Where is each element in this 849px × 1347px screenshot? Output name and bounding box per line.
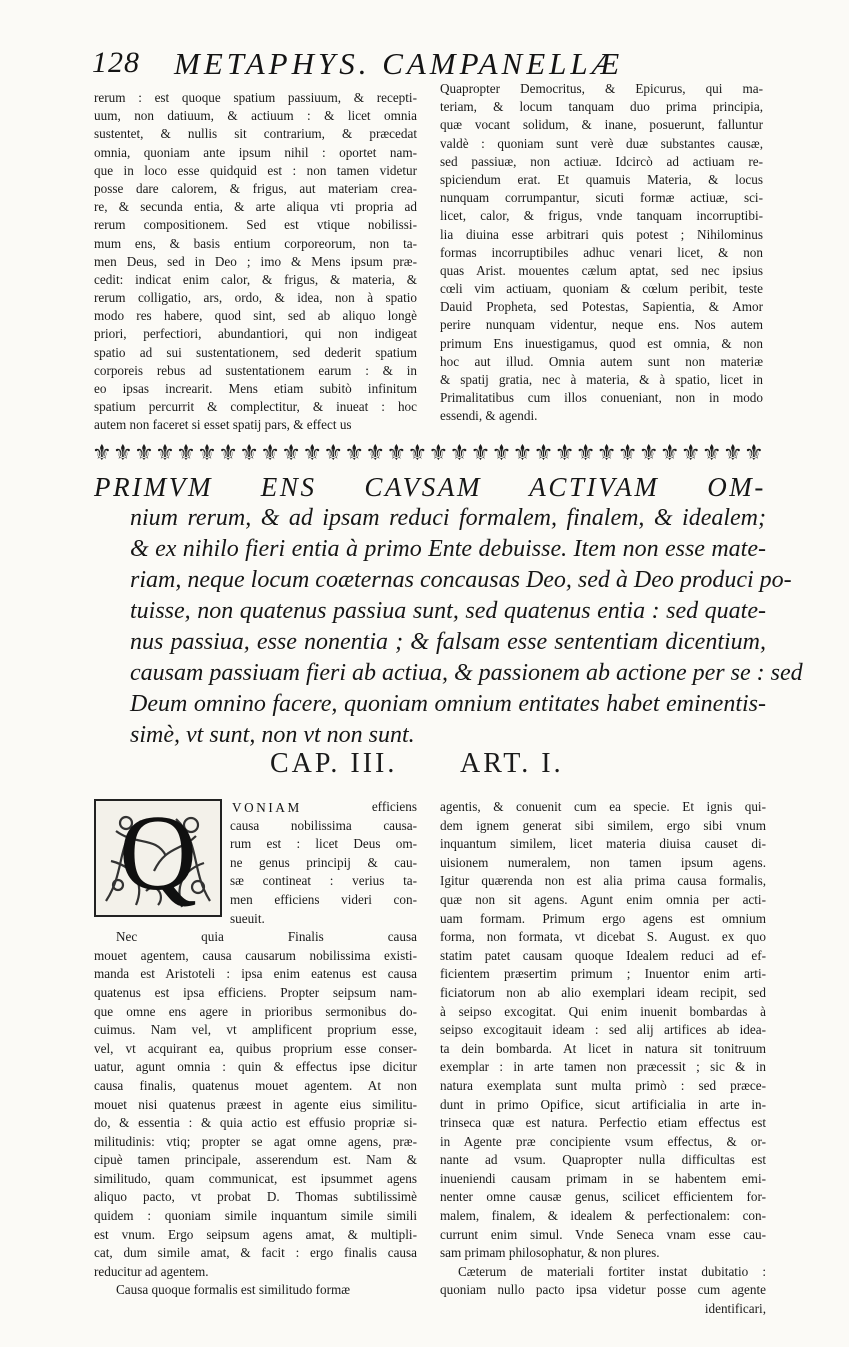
fleuron-icon: ⚜ <box>596 440 617 466</box>
summary-line: tuisse, non quatenus passiua sunt, sed quatenus entia : sed quate- <box>130 598 766 624</box>
fleuron-icon: ⚜ <box>470 440 491 466</box>
text-line: quatenus est ipsa efficiens. Propter seipsum nam- <box>94 984 417 1000</box>
fleuron-icon: ⚜ <box>260 440 280 466</box>
text-line: cipuè tamen principale, asserendum est. Nam & <box>94 1152 417 1168</box>
text-line: aliquo pacto, vt probat D. Thomas subtilissimè <box>94 1189 417 1205</box>
text-line: rerum : est quoque spatium passiuum, & recepti- <box>94 90 417 105</box>
text-line: quidem : quoniam simile inquantum simile simili <box>94 1208 417 1224</box>
text-line: cœli vim actiuam, quoniam & cœlum peribit, teste <box>440 281 763 297</box>
fleuron-icon: ⚜ <box>344 440 365 466</box>
text-line: ne genus principij & cau- <box>230 854 417 870</box>
text-line: Igitur quærenda non est alia prima causa formalis, <box>440 873 766 889</box>
fleuron-icon: ⚜ <box>176 440 196 466</box>
text-line: cedit: indicat enim calor, & frigus, & materia, & <box>94 271 417 287</box>
text-line: autem non faceret si esset spatij pars, & effect us <box>94 417 352 433</box>
summary-line: PRIMVM ENS CAVSAM ACTIVAM OM- <box>94 472 766 502</box>
fleuron-icon: ⚜ <box>197 440 217 466</box>
text-line: forma, non formata, vt dicebat S. August. ex quo <box>440 929 766 945</box>
text-line: ficientem præsertim primum ; Inuentor enim arti- <box>440 966 766 982</box>
fleuron-icon: ⚜ <box>701 440 722 466</box>
text-line: reducitur ad agentem. <box>94 1263 209 1279</box>
text-line: spatium percurrit & complectitur, & inueat : hoc <box>94 399 417 415</box>
text-line: trinseca quæ est natura. Perfectio etiam effectus est <box>440 1115 766 1131</box>
fleuron-icon: ⚜ <box>722 440 743 466</box>
text-line: quoniam nullo pacto ipsa videtur posse cum agente <box>440 1282 766 1298</box>
top-right-column <box>440 80 763 426</box>
text-line: Causa quoque formalis est similitudo formæ <box>116 1282 351 1298</box>
text-line: inquantum similem, licet materia diuisa causet di- <box>440 836 766 852</box>
summary-line: & ex nihilo fieri entia à primo Ente debuisse. Item non esse mate- <box>130 536 766 562</box>
fleuron-icon: ⚜ <box>659 440 680 466</box>
text-line: est vnum. Ergo seipsum agens amat, & multipli- <box>94 1226 417 1242</box>
initial-word-caps: VONIAM <box>232 800 302 815</box>
text-line: uum, non datiuum, & actiuum : & licet omnia <box>94 108 417 124</box>
text-line: perire nunquam videntur, neque ens. Nos autem <box>440 317 763 333</box>
text-line: seipso excogitauit ideam : sed alij artifices ab idea- <box>440 1022 766 1038</box>
text-line: sæ contineat : verius ta- <box>230 873 417 889</box>
running-head: METAPHYS. CAMPANELLÆ <box>174 46 624 81</box>
fleuron-icon: ⚜ <box>386 440 407 466</box>
text-line: causa finalis, quatenus mouet agentem. At non <box>94 1077 417 1093</box>
text-line: dem ignem generat sibi similem, ergo sibi vnum <box>440 817 766 833</box>
text-line: rum est : licet Deus om- <box>230 836 417 852</box>
text-line: quæ vocant solidum, & inane, posuerunt, falluntur <box>440 117 763 133</box>
text-line: nante ad vsum. Quapropter nulla difficultas est <box>440 1152 766 1168</box>
text-line: sustentet, & nullis sit contrarium, & præcedat <box>94 126 417 142</box>
page-number: 128 <box>92 46 140 79</box>
text-line: do, & essentia : & quia actio est effusio propriæ si- <box>94 1115 417 1131</box>
summary-line: simè, vt sunt, non vt non sunt. <box>130 722 415 748</box>
text-line: spatio ad sui sustentationem, sed dederit spatium <box>94 344 417 360</box>
summary-line: Deum omnino facere, quoniam omnium entitates habet eminentis- <box>130 691 766 717</box>
text-line: in Agente præ concipiente vsum effectus, & or- <box>440 1133 766 1149</box>
text-line: ficiatorum non ab alio exemplari ideam recipit, sed <box>440 984 766 1000</box>
text-line: que in loco esse quidquid est : non tamen videtur <box>94 162 417 178</box>
text-line: currunt enim simul. Vnde Seneca vnam esse cau- <box>440 1226 766 1242</box>
text-line: que omne ens agere in prioribus sermonibus do- <box>94 1003 417 1019</box>
fleuron-icon: ⚜ <box>407 440 428 466</box>
text-line: similitudo, quam communicat, est ipsummet agens <box>94 1170 417 1186</box>
top-left-column <box>94 89 417 435</box>
fleuron-icon: ⚜ <box>617 440 638 466</box>
text-line: uisionem numeralem, non tamen ipsum agens. <box>440 854 766 870</box>
fleuron-icon: ⚜ <box>491 440 512 466</box>
text-line: causa nobilissima causa- <box>230 817 417 833</box>
text-line: manda est Aristoteli : ipsa enim eatenus est causa <box>94 966 417 982</box>
fleuron-icon: ⚜ <box>449 440 470 466</box>
fleuron-icon: ⚜ <box>743 440 764 466</box>
text-line: nenter omne causæ genus, scilicet efficientem for- <box>440 1189 766 1205</box>
initial-letter: Q <box>119 799 197 913</box>
fleuron-icon: ⚜ <box>218 440 238 466</box>
text-line: cat, dum simile amat, & facit : ergo finalis causa <box>94 1245 417 1261</box>
fleuron-icon: ⚜ <box>533 440 554 466</box>
summary-line: riam, neque locum coæternas concausas Deo, sed à Deo produci po- <box>130 567 792 593</box>
text-line: & spatij gratia, nec à materia, & à spatio, licet in <box>440 372 763 387</box>
text-line: identificari, <box>704 1301 766 1317</box>
fleuron-icon: ⚜ <box>512 440 533 466</box>
text-line: teriam, & locum tanquam duo prima principia, <box>440 99 763 115</box>
text-line: sed passiuæ, non actiuæ. Idcircò ad actiuam re- <box>440 153 763 169</box>
bottom-right-column <box>440 798 766 1319</box>
fleuron-icon: ⚜ <box>428 440 449 466</box>
text-line: formas incorruptibiles adhuc venari licet, & non <box>440 244 763 260</box>
text-line: ta dein bombarda. At licet in natura sit tonitruum <box>440 1040 766 1056</box>
summary-line: nium rerum, & ad ipsam reduci formalem, finalem, & idealem; <box>130 505 766 531</box>
text-line: sueuit. <box>230 910 265 926</box>
text-line: posse dare calorem, & frigus, aut materiam crea- <box>94 180 417 196</box>
text-line: modo res habere, quod sint, sed ab aliquo longè <box>94 308 417 324</box>
fleuron-icon: ⚜ <box>680 440 701 466</box>
fleuron-icon: ⚜ <box>155 440 175 466</box>
fleuron-icon: ⚜ <box>281 440 302 466</box>
fleuron-icon: ⚜ <box>365 440 386 466</box>
summary-line: causam passiuam fieri ab actiua, & passionem ab actione per se : sed <box>130 660 803 686</box>
text-line: mouet agentem, causa causarum nobilissima existi- <box>94 947 417 963</box>
text-line: natura exemplata sunt multa primò : sed præce- <box>440 1077 766 1093</box>
text-line: quas Arist. mouentes cælum aptat, sed nec ipsius <box>440 262 763 278</box>
text-line: inueniendi causam primam in se habentem emi- <box>440 1170 766 1186</box>
text-line: omnia, quoniam ante ipsum nihil : oportet nam- <box>94 144 417 160</box>
text-line: uatur, agunt omnia : quin & effectus ipse dicitur <box>94 1059 417 1075</box>
text-line: rerum colligatio, ars, ordo, & idea, non à spatio <box>94 290 417 306</box>
text-line: sam primam philosophatur, & non plures. <box>440 1245 660 1261</box>
text-line: quæ non sit agens. Agunt enim omnia per acti- <box>440 891 766 907</box>
text-line: mum ens, & basis entium corporeorum, non ta- <box>94 235 417 251</box>
text-line: priori, perfectiori, abundantiori, qui non indigeat <box>94 326 417 342</box>
text-line: dunt in primo Opifice, sicut artificialia in arte in- <box>440 1096 766 1112</box>
text-line: lia diuina esse arbitrari quis potest ; Nihilominus <box>440 226 763 242</box>
text-line: à seipso excogitat. Qui enim inuenit bombardas à <box>440 1003 766 1019</box>
text-line: vel, vt acquirant ea, quibus proprium esse conser- <box>94 1040 417 1056</box>
chapter-number: CAP. III. <box>270 748 398 779</box>
fleuron-icon: ⚜ <box>575 440 596 466</box>
text-line: hoc aut illud. Omnia autem sunt non materiæ <box>440 353 763 369</box>
article-number: ART. I. <box>460 748 564 779</box>
text-line: nunquam corrumpantur, sicuti formæ actiuæ, sci- <box>440 190 763 206</box>
chapter-heading <box>270 748 630 784</box>
text-line: men efficiens videri con- <box>230 891 417 907</box>
text-line: cuimus. Nam vel, vt amplificent proprium esse, <box>94 1022 417 1038</box>
fleuron-icon: ⚜ <box>239 440 259 466</box>
fleuron-icon: ⚜ <box>134 440 154 466</box>
text-line: Nec quia Finalis causa <box>116 929 417 945</box>
text-line: primum Ens inuestigamus, quod est omnia, & non <box>440 335 763 351</box>
text-line: statim patet causam quoque Idealem reduci ad ef- <box>440 947 766 963</box>
summary-line: nus passiua, esse nonentia ; & falsam esse sententiam dicentium, <box>130 629 766 655</box>
fleuron-icon: ⚜ <box>554 440 575 466</box>
text-line: valdè : quoniam sunt verè duæ substantes causæ, <box>440 135 763 151</box>
text-line: agentis, & conuenit cum ea specie. Et ignis qui- <box>440 799 766 814</box>
text-line: rerum compositionem. Sed est vtique nobilissi- <box>94 217 417 233</box>
fleuron-icon: ⚜ <box>113 440 133 466</box>
text-line: essendi, & agendi. <box>440 408 538 424</box>
text-line: men Deus, sed in Deo ; imo & Mens ipsum præ- <box>94 253 417 269</box>
text-line: uam formam. Primum ergo agens est omnium <box>440 910 766 926</box>
fleuron-icon: ⚜ <box>92 440 112 466</box>
text-line: Quapropter Democritus, & Epicurus, qui ma- <box>440 81 763 96</box>
text-line: corporeis rebus ad sustentationem earum : & in <box>94 362 417 378</box>
text-line: spiciendum erat. Et quamuis Materia, & locus <box>440 171 763 187</box>
fleuron-icon: ⚜ <box>323 440 344 466</box>
text-line: Cæterum de materiali fortiter instat dubitatio : <box>458 1263 766 1279</box>
text-line: Dauid Propheta, sed Potestas, Sapientia, & Amor <box>440 299 763 315</box>
bottom-left-column <box>94 798 417 1300</box>
text-line: exemplar : in arte tamen non præcessit ; sic & in <box>440 1059 766 1075</box>
fleuron-icon: ⚜ <box>302 440 323 466</box>
text-line: re, & secunda entia, & arte aliqua vti propria ad <box>94 199 417 215</box>
text-line: eo ipsas increarit. Mens etiam subitò infinitum <box>94 381 417 396</box>
text-line: Primalitatibus cum illos conueniant, non in modo <box>440 390 763 406</box>
chapter-summary <box>94 472 803 751</box>
text-line: licet, calor, & frigus, vnde tanquam incorruptibi- <box>440 208 763 224</box>
text-line: malem, finalem, & idealem & perfectionalem: con- <box>440 1208 766 1224</box>
fleuron-icon: ⚜ <box>638 440 659 466</box>
text-line: militudinis: vtiq; propter se agat omne agens, præ- <box>94 1133 417 1149</box>
text-line: efficiens <box>371 799 417 814</box>
text-line: mouet nisi quatenus præest in agente eius similitu- <box>94 1096 417 1112</box>
fleuron-ornament-band <box>92 438 764 468</box>
